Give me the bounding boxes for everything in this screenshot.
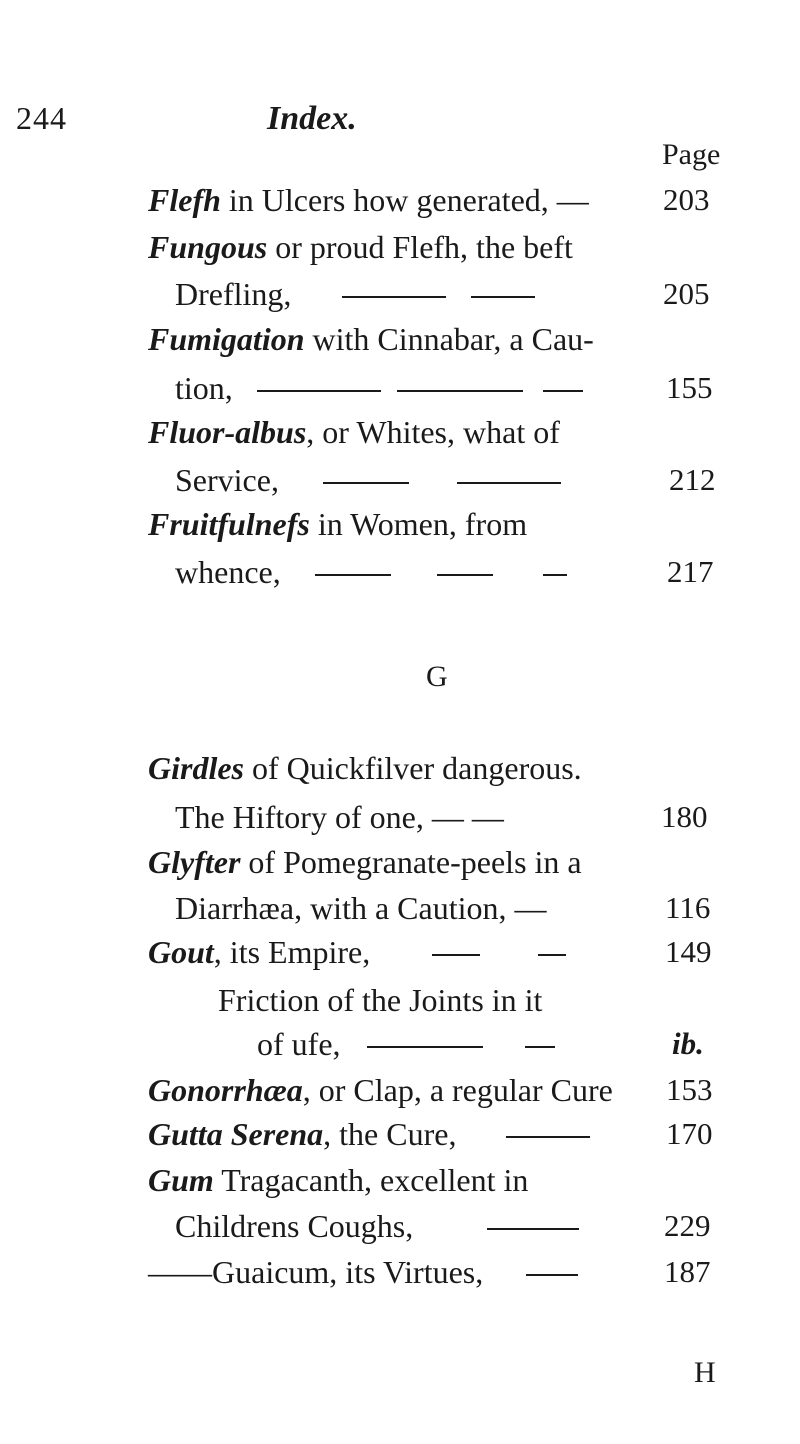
leader-dash — [487, 1228, 579, 1230]
index-keyword: Gum — [148, 1162, 214, 1198]
index-page-number: 217 — [667, 554, 714, 589]
index-line — [175, 888, 546, 928]
running-head: Index. — [267, 100, 357, 137]
index-line — [148, 504, 527, 544]
index-line — [148, 748, 582, 788]
index-page-number: 170 — [666, 1116, 713, 1151]
index-page-number: 180 — [661, 799, 708, 834]
index-line — [148, 412, 560, 452]
index-line — [218, 980, 542, 1020]
index-page-number: 229 — [664, 1208, 711, 1243]
index-text: Drefling, — [175, 276, 292, 312]
index-keyword: Gutta Serena — [148, 1116, 324, 1152]
leader-dash — [367, 1046, 483, 1048]
leader-dash — [457, 482, 561, 484]
leader-dash — [397, 390, 523, 392]
leader-dash — [432, 954, 480, 956]
index-text: of Quickfilver dangerous. — [244, 750, 582, 786]
index-text: Childrens Coughs, — [175, 1208, 414, 1244]
leader-dash — [543, 390, 583, 392]
index-page-number: 155 — [666, 370, 713, 405]
index-keyword: Glyfter — [148, 844, 241, 880]
leader-dash — [257, 390, 381, 392]
index-text: The Hiftory of one, — — — [175, 799, 504, 835]
index-keyword: Girdles — [148, 750, 244, 786]
page-column-label: Page — [662, 138, 721, 171]
index-keyword: Flefh — [148, 182, 221, 218]
index-line — [175, 368, 233, 408]
index-line — [148, 180, 589, 220]
catchword-h: H — [694, 1356, 716, 1389]
index-keyword: Fruitfulnefs — [148, 506, 310, 542]
index-page-number: 203 — [663, 182, 710, 217]
index-text: in Women, from — [309, 506, 528, 542]
index-line — [148, 1114, 456, 1154]
index-text: of ufe, — [257, 1026, 341, 1062]
index-line — [148, 1070, 613, 1110]
folio-number: 244 — [16, 100, 67, 136]
index-page-number: 116 — [665, 890, 711, 925]
index-keyword: Gonorrhæa — [148, 1072, 303, 1108]
index-page-number: 212 — [669, 462, 716, 497]
index-keyword: Fluor-albus — [148, 414, 307, 450]
index-page-number: ib. — [672, 1026, 704, 1061]
leader-dash — [315, 574, 391, 576]
index-text: tion, — [175, 370, 233, 406]
index-line — [148, 932, 370, 972]
index-line — [175, 552, 281, 592]
index-line — [175, 1206, 413, 1246]
index-text: , or Whites, what of — [306, 414, 560, 450]
index-text: Friction of the Joints in it — [218, 982, 543, 1018]
index-text: , or Clap, a regular Cure — [302, 1072, 613, 1108]
leader-dash — [526, 1274, 578, 1276]
index-text: ——Guaicum, its Virtues, — [148, 1254, 484, 1290]
index-text: with Cinnabar, a Cau- — [304, 321, 594, 357]
index-text: , its Empire, — [213, 934, 371, 970]
index-line — [175, 460, 279, 500]
index-line — [257, 1024, 341, 1064]
index-text: or proud Flefh, the beft — [267, 229, 573, 265]
leader-dash — [437, 574, 493, 576]
index-page-number: 149 — [665, 934, 712, 969]
index-text: in Ulcers how generated, — — [220, 182, 589, 218]
index-text: Diarrhæa, with a Caution, — — [175, 890, 547, 926]
index-text: Tragacanth, excellent in — [213, 1162, 529, 1198]
index-page-number: 153 — [666, 1072, 713, 1107]
index-text: of Pomegranate-peels in a — [240, 844, 582, 880]
index-line — [148, 1252, 483, 1292]
index-text: Service, — [175, 462, 279, 498]
section-letter-g: G — [426, 660, 448, 693]
index-line — [175, 797, 504, 837]
index-line — [175, 274, 291, 314]
index-page-number: 205 — [663, 276, 710, 311]
index-line — [148, 1160, 528, 1200]
leader-dash — [471, 296, 535, 298]
index-text: , the Cure, — [323, 1116, 457, 1152]
index-page-number: 187 — [664, 1254, 711, 1289]
index-keyword: Gout — [148, 934, 214, 970]
index-line — [148, 227, 573, 267]
leader-dash — [525, 1046, 555, 1048]
leader-dash — [538, 954, 566, 956]
leader-dash — [506, 1136, 590, 1138]
leader-dash — [342, 296, 446, 298]
index-text: whence, — [175, 554, 281, 590]
leader-dash — [323, 482, 409, 484]
index-line — [148, 319, 594, 359]
index-keyword: Fungous — [148, 229, 268, 265]
index-line — [148, 842, 582, 882]
index-keyword: Fumigation — [148, 321, 305, 357]
leader-dash — [543, 574, 567, 576]
